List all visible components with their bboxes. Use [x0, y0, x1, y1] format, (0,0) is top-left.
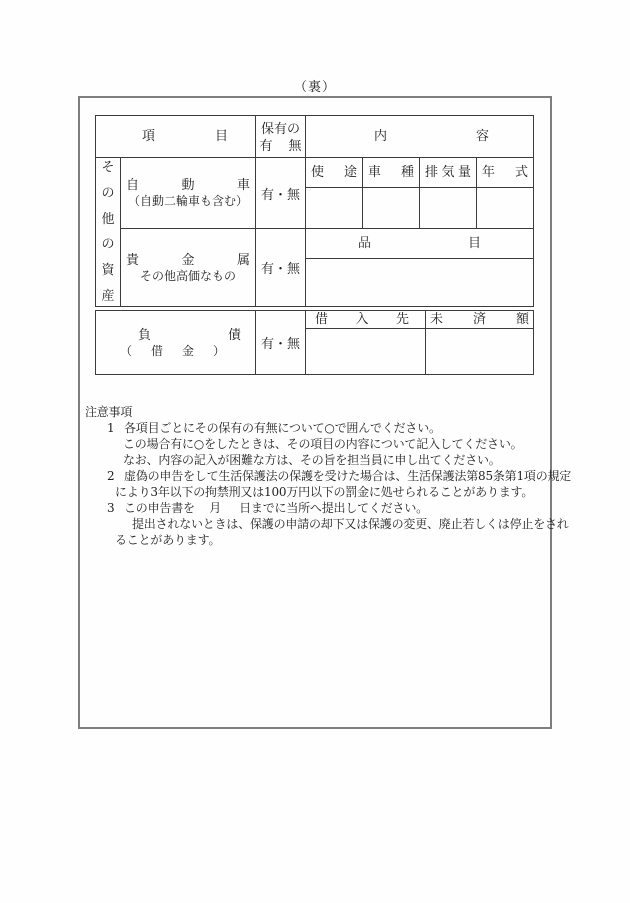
row-debt-item-cell [96, 311, 256, 375]
note-item-2-line-2: により3年以下の拘禁刑又は100万円以下の罰金に処せられることがあります。 [115, 485, 534, 499]
car-usage-empty-cell [306, 188, 363, 229]
note-item-1-line-2: この場合有に○をしたときは、その項目の内容について記入してください。 [123, 437, 523, 451]
row-valuables-item-cell [121, 229, 256, 307]
note-item-1-line-1: 1 各項目ごとにその保有の有無について○で囲んでください。 [107, 421, 441, 435]
car-year-header-cell [477, 158, 534, 188]
row-debt-label: 負 債 [138, 327, 241, 343]
note-item-3-number: 3 [107, 501, 115, 515]
valuables-itemname-header: 品 目 [358, 236, 482, 251]
debt-outstanding-empty-cell [426, 329, 534, 375]
col-header-item: 項 目 [142, 129, 228, 144]
notes-section [85, 404, 572, 548]
note-item-3-line-2: 提出されないときは、保護の申請の却下又は保護の変更、廃止若しくは停止をされ [132, 517, 569, 531]
col-header-item-cell [96, 116, 256, 158]
row-valuables-possession-choice: 有・無 [256, 229, 306, 307]
car-usage-header-cell [306, 158, 363, 188]
debt-outstanding-header: 未 済 額 [430, 312, 529, 327]
row-debt-sublabel: （ 借 金 ） [120, 343, 225, 358]
other-assets-table [95, 115, 534, 307]
row-car-possession-choice: 有・無 [256, 158, 306, 229]
row-valuables-header [96, 229, 534, 259]
vertical-label-other-assets-cell [96, 158, 121, 307]
col-header-content: 内 容 [374, 129, 490, 144]
note-item-2-line-1: 2 虚偽の申告をして生活保護法の保護を受けた場合は、生活保護法第85条第1項の規定 [107, 469, 572, 483]
note-item-3-line-1: 3 この申告書を 月 日までに当所へ提出してください。 [107, 501, 428, 515]
col-header-possession-cell [256, 116, 306, 158]
row-valuables-sublabel: その他高価なもの [139, 268, 236, 283]
col-header-content-cell [306, 116, 534, 158]
row-car-item-cell [121, 158, 256, 229]
car-model-header-cell [363, 158, 420, 188]
note-item-1-number: 1 [107, 421, 115, 435]
debt-lender-header-cell [306, 311, 426, 329]
vertical-label-other-assets: そ の 他 の 資 産 [101, 160, 115, 304]
col-header-possession-line1: 保有の [260, 121, 300, 137]
car-model-empty-cell [363, 188, 420, 229]
debt-lender-empty-cell [306, 329, 426, 375]
liabilities-table [95, 310, 534, 375]
debt-lender-header: 借 入 先 [315, 312, 409, 327]
note-item-3-line-3: ることがあります。 [115, 533, 221, 547]
form-border-box [78, 96, 572, 729]
row-car-label: 自 動 車 [126, 178, 250, 193]
note-item-1-line-3: なお、内容の記入が困難な方は、その旨を担当員に申し出てください。 [123, 453, 501, 467]
row-car-sublabel: （自動二輪車も含む） [127, 194, 248, 208]
notes-title: 注意事項 [85, 405, 133, 419]
page-side-label: （裏） [293, 80, 336, 95]
car-year-empty-cell [477, 188, 534, 229]
table-header-row [96, 116, 534, 158]
valuables-itemname-header-cell [306, 229, 534, 259]
car-displacement-header: 排 気 量 [425, 165, 471, 180]
row-valuables-label: 貴 金 属 [126, 252, 250, 268]
valuables-empty-cell [306, 259, 534, 307]
car-displacement-empty-cell [420, 188, 477, 229]
row-car-header [96, 158, 534, 188]
row-debt-possession-choice: 有・無 [256, 311, 306, 375]
col-header-possession-line2: 有 無 [259, 138, 302, 154]
car-year-header: 年 式 [482, 165, 529, 180]
car-usage-header: 使 途 [311, 165, 357, 180]
car-displacement-header-cell [420, 158, 477, 188]
car-model-header: 車 種 [368, 165, 414, 180]
note-item-2-number: 2 [107, 469, 115, 483]
row-debt-header [96, 311, 534, 329]
debt-outstanding-header-cell [426, 311, 534, 329]
